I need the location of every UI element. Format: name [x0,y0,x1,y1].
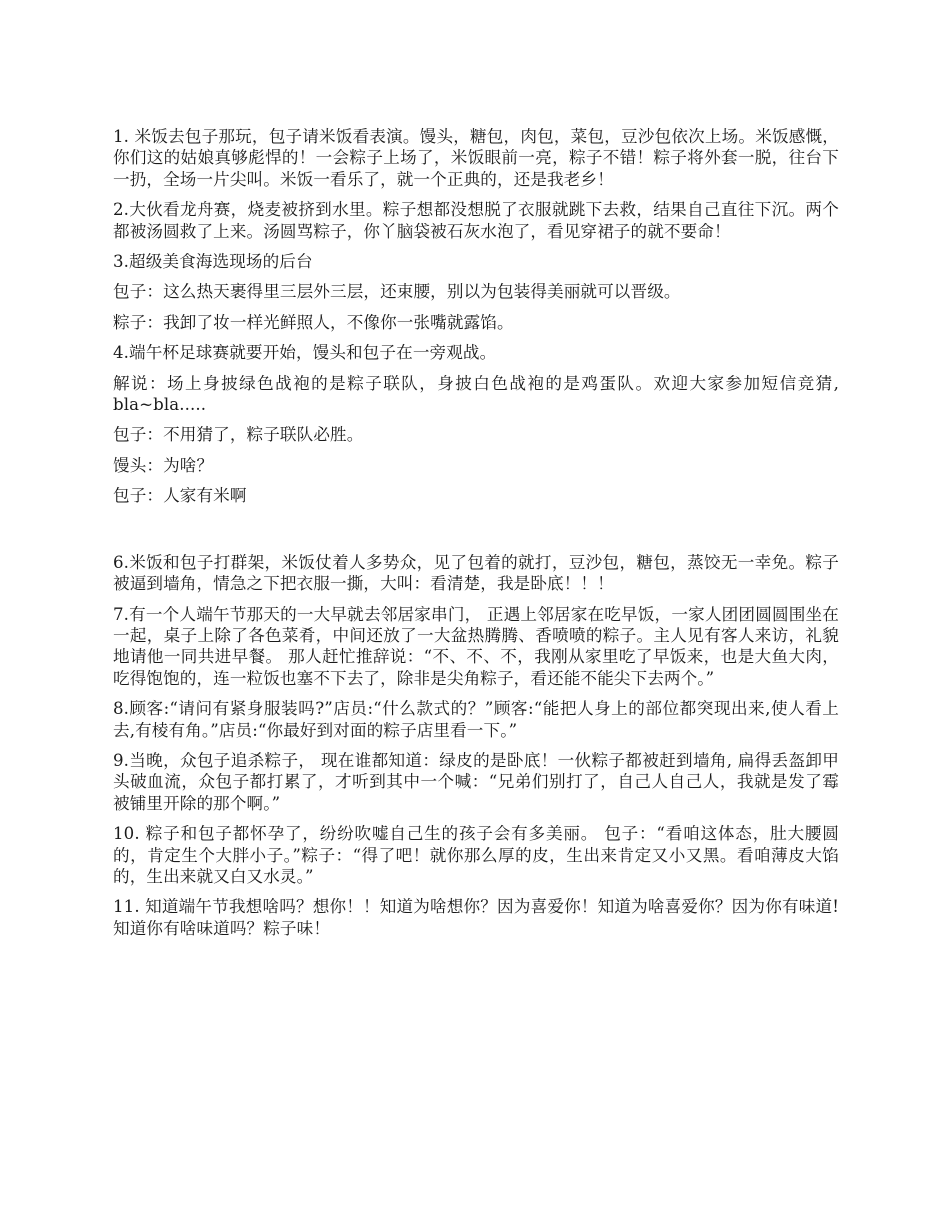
paragraph-joke-4-heading: 4.端午杯足球赛就要开始，馒头和包子在一旁观战。 [113,343,497,363]
paragraph-joke-3-heading: 3.超级美食海选现场的后台 [113,252,313,272]
document-body [113,126,839,948]
paragraph-joke-11: 11. 知道端午节我想啥吗？想你！！知道为啥想你？因为喜爱你！知道为啥喜爱你？因为你有味道!知道你有啥味道吗？粽子味！ [113,897,839,938]
paragraph-joke-4-baozi-answer: 包子：人家有米啊 [113,486,247,506]
paragraph-joke-7: 7.有一个人端午节那天的一大早就去邻居家串门， 正遇上邻居家在吃早饭，一家人团团圆圆围坐在一起，桌子上除了各色菜肴，中间还放了一大盆热腾腾、香喷喷的粽子。主人见有客人来访，礼貌地请他一同共进早餐。 那人赶忙推辞说：“不、不、不，我刚从家里吃了早饭来，也是大鱼大肉，吃得饱饱的，连一粒饭也塞不下去了，除非是尖角粽子，看还能不能尖下去两个。” [113,604,839,688]
paragraph-joke-3-zongzi: 粽子：我卸了妆一样光鲜照人，不像你一张嘴就露馅。 [113,312,514,332]
paragraph-joke-4-baozi: 包子：不用猜了，粽子联队必胜。 [113,425,364,445]
paragraph-joke-4-mantou: 馒头：为啥？ [113,455,214,475]
paragraph-joke-1: 1. 米饭去包子那玩，包子请米饭看表演。馒头，糖包，肉包，菜包，豆沙包依次上场。米饭感慨，你们这的姑娘真够彪悍的！一会粽子上场了，米饭眼前一亮，粽子不错！粽子将外套一脱，往台下一扔，全场一片尖叫。米饭一看乐了，就一个正典的，还是我老乡！ [113,127,839,189]
paragraph-joke-4-commentary: 解说：场上身披绿色战袍的是粽子联队，身披白色战袍的是鸡蛋队。欢迎大家参加短信竞猜, bla~bla..... [113,373,839,415]
paragraph-joke-6: 6.米饭和包子打群架，米饭仗着人多势众，见了包着的就打，豆沙包，糖包，蒸饺无一幸免。粽子被逼到墙角，情急之下把衣服一撕，大叫：看清楚，我是卧底！！！ [113,552,839,594]
paragraph-joke-3-baozi: 包子：这么热天裹得里三层外三层，还束腰，别以为包装得美丽就可以晋级。 [113,282,681,302]
paragraph-joke-9: 9.当晚，众包子追杀粽子， 现在谁都知道：绿皮的是卧底！一伙粽子都被赶到墙角, 扁得丢盔卸甲头破血流，众包子都打累了，才听到其中一个喊：“兄弟们别打了，自己人自己人，我就是发了霉被铺里开除的那个啊。” [113,750,839,813]
paragraph-joke-10: 10. 粽子和包子都怀孕了，纷纷吹嘘自己生的孩子会有多美丽。 包子：“看咱这体态，肚大腰圆的，肯定生个大胖小子。”粽子：“得了吧！就你那么厚的皮，生出来肯定又小又黑。看咱薄皮大馅的，生出来就又白又水灵。” [113,824,839,886]
blank-spacer [113,516,839,552]
paragraph-joke-8: 8.顾客:“请问有紧身服装吗?”店员:“什么款式的？”顾客:“能把人身上的部位都突现出来,使人看上去,有棱有角。”店员:“你最好到对面的粽子店里看一下。” [113,699,839,740]
paragraph-joke-2: 2.大伙看龙舟赛，烧麦被挤到水里。粽子想都没想脱了衣服就跳下去救，结果自己直往下沉。两个都被汤圆救了上来。汤圆骂粽子，你丫脑袋被石灰水泡了，看见穿裙子的就不要命！ [113,200,839,241]
